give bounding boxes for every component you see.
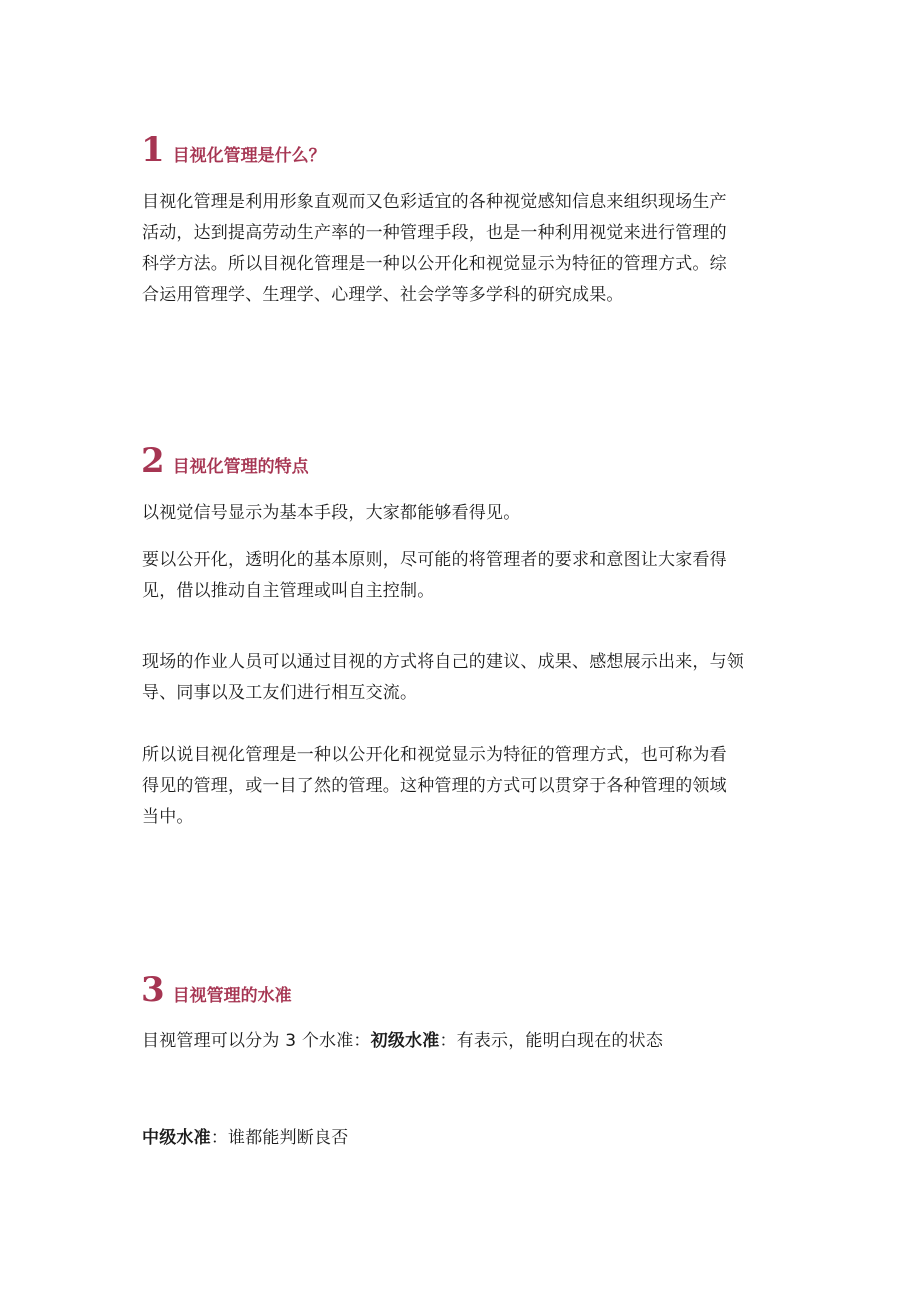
section-1-paragraph (142, 187, 782, 311)
level-2-label: 中级水准 (142, 1128, 211, 1148)
paragraph-line: 见，借以推动自主管理或叫自主控制。 (142, 581, 435, 601)
paragraph-line: 当中。 (142, 807, 194, 827)
paragraph-line: 以视觉信号显示为基本手段，大家都能够看得见。 (142, 503, 521, 523)
paragraph-line: 导、同事以及工友们进行相互交流。 (142, 683, 418, 703)
paragraph-line: 所以说目视化管理是一种以公开化和视觉显示为特征的管理方式，也可称为看 (142, 745, 727, 765)
section-title: 目视管理的水准 (172, 986, 292, 1006)
paragraph-line: 得见的管理，或一目了然的管理。这种管理的方式可以贯穿于各种管理的领域 (142, 776, 727, 796)
section-3-level-2 (142, 1123, 782, 1154)
section-number: 3 (141, 970, 165, 1010)
intro-text: 目视管理可以分为 3 个水准： (142, 1031, 371, 1051)
section-2-paragraph-2 (142, 545, 782, 607)
paragraph-line: 活动，达到提高劳动生产率的一种管理手段，也是一种利用视觉来进行管理的 (142, 223, 727, 243)
paragraph-line (142, 1026, 782, 1057)
section-3-heading (141, 970, 292, 1010)
section-title: 目视化管理的特点 (172, 457, 309, 477)
level-2-text: ：谁都能判断良否 (210, 1128, 349, 1148)
section-number: 2 (141, 441, 165, 481)
section-2-paragraph-1 (142, 498, 782, 529)
paragraph-line: 合运用管理学、生理学、心理学、社会学等多学科的研究成果。 (142, 285, 624, 305)
section-2-heading (141, 441, 309, 481)
section-2-paragraph-3 (142, 647, 782, 709)
section-2-paragraph-4 (142, 740, 782, 833)
paragraph-line: 要以公开化，透明化的基本原则，尽可能的将管理者的要求和意图让大家看得 (142, 550, 727, 570)
paragraph-line: 目视化管理是利用形象直观而又色彩适宜的各种视觉感知信息来组织现场生产 (142, 192, 727, 212)
level-1-label: 初级水准 (370, 1031, 440, 1051)
paragraph-line (142, 1123, 782, 1154)
section-3-intro (142, 1026, 782, 1057)
paragraph-line: 现场的作业人员可以通过目视的方式将自己的建议、成果、感想展示出来，与领 (142, 652, 744, 672)
section-title: 目视化管理是什么？ (172, 146, 326, 166)
level-1-text: ：有表示，能明白现在的状态 (439, 1031, 664, 1051)
section-number: 1 (141, 130, 165, 170)
paragraph-line: 科学方法。所以目视化管理是一种以公开化和视觉显示为特征的管理方式。综 (142, 254, 727, 274)
section-1-heading (141, 130, 326, 170)
